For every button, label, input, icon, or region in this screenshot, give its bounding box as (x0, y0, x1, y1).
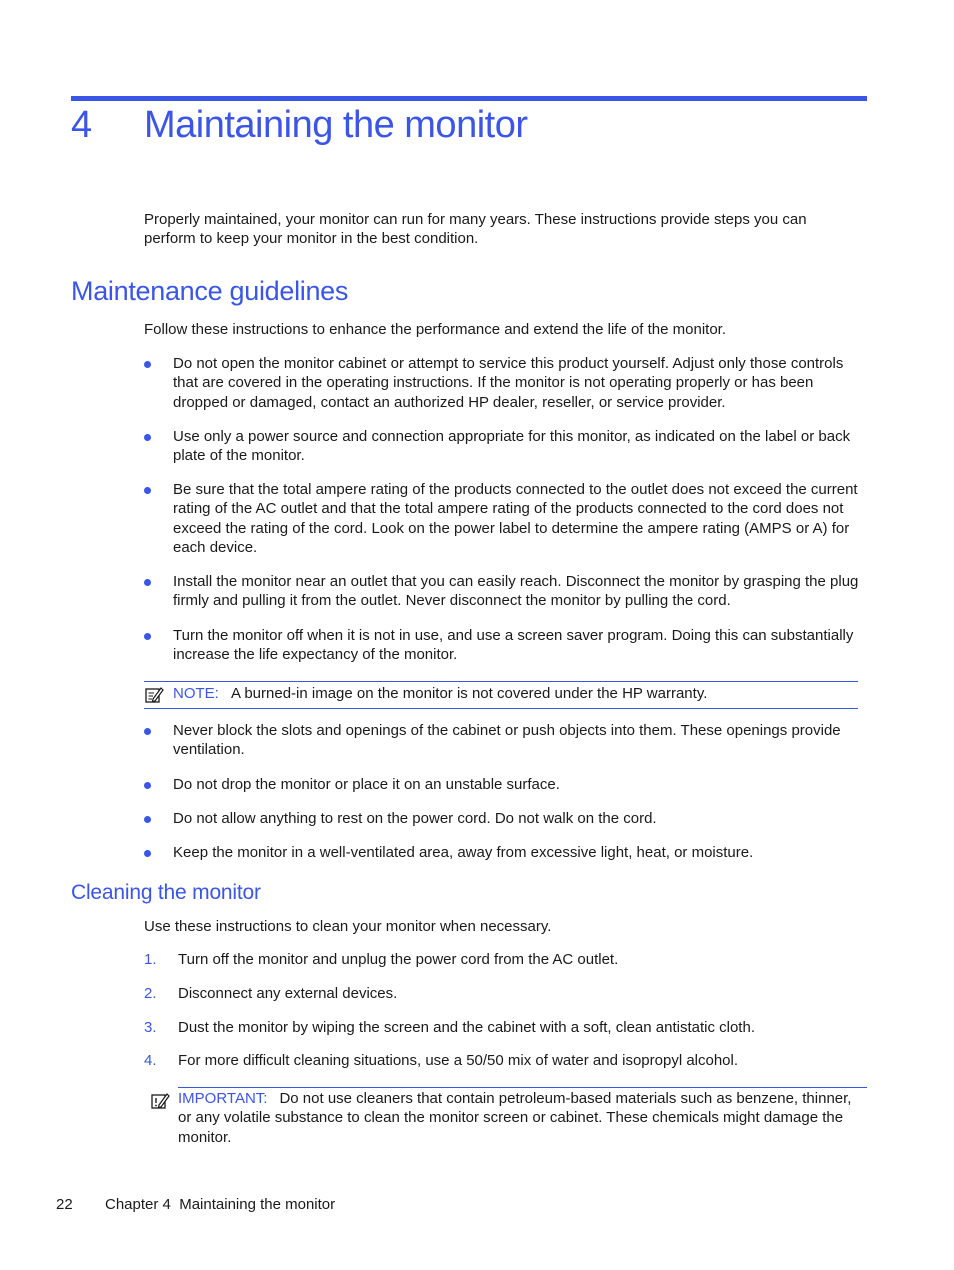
chapter-title: Maintaining the monitor (144, 104, 528, 146)
bullet-icon (144, 782, 151, 789)
list-item-text: Be sure that the total ampere rating of the products connected to the outlet does not exceed the current rating of the AC outlet and that the total ampere rating of the products connected to the cord does not exceed the rating of the cord. Look on the power label to determine the ampere rating (AMPS or A) for each device. (173, 481, 858, 556)
note-label: NOTE: (173, 685, 219, 702)
important-text: Do not use cleaners that contain petroleum-based materials such as benzene, thinner, or any volatile substance to clean the monitor screen or cabinet. These chemicals might damage the monitor. (178, 1090, 852, 1146)
bullet-icon (144, 487, 151, 494)
subsection-lead: Use these instructions to clean your monitor when necessary. (144, 918, 552, 935)
list-item-text: Keep the monitor in a well-ventilated area, away from excessive light, heat, or moisture. (173, 844, 754, 861)
step-text: Disconnect any external devices. (178, 985, 398, 1002)
important-icon (150, 1091, 170, 1111)
section-lead: Follow these instructions to enhance the performance and extend the life of the monitor. (144, 321, 727, 338)
chapter-number: 4 (71, 104, 92, 146)
bullet-icon (144, 728, 151, 735)
important-body (178, 1089, 867, 1147)
step-number: 3. (144, 1019, 157, 1036)
list-item-text: Install the monitor near an outlet that you can easily reach. Disconnect the monitor by grasping the plug firmly and pulling it from the outlet. Never disconnect the monitor by pulling the cord. (173, 573, 859, 610)
bullet-icon (144, 579, 151, 586)
bullet-icon (144, 434, 151, 441)
important-label: IMPORTANT: (178, 1090, 268, 1107)
footer-chapter: Chapter 4 Maintaining the monitor (105, 1196, 336, 1213)
list-item-text: Do not allow anything to rest on the power cord. Do not walk on the cord. (173, 810, 657, 827)
list-item-text: Do not drop the monitor or place it on an unstable surface. (173, 776, 560, 793)
section-title: Maintenance guidelines (71, 276, 349, 306)
list-item-text: Turn the monitor off when it is not in use, and use a screen saver program. Doing this can substantially increase the life expectancy of the monitor. (173, 627, 854, 664)
note-callout (144, 681, 858, 709)
step-text: For more difficult cleaning situations, use a 50/50 mix of water and isopropyl alcohol. (178, 1052, 739, 1069)
bullet-icon (144, 850, 151, 857)
bullet-icon (144, 633, 151, 640)
list-item-text: Never block the slots and openings of the cabinet or push objects into them. These openings provide ventilation. (173, 722, 841, 759)
step-text: Dust the monitor by wiping the screen and the cabinet with a soft, clean antistatic cloth. (178, 1019, 755, 1036)
bullet-icon (144, 361, 151, 368)
step-text: Turn off the monitor and unplug the power cord from the AC outlet. (178, 951, 619, 968)
intro-paragraph: Properly maintained, your monitor can run for many years. These instructions provide steps you can perform to keep your monitor in the best condition. (144, 211, 807, 248)
page-number: 22 (56, 1196, 73, 1213)
step-number: 4. (144, 1052, 157, 1069)
note-text: A burned-in image on the monitor is not covered under the HP warranty. (231, 685, 708, 702)
list-item-text: Do not open the monitor cabinet or attempt to service this product yourself. Adjust only those controls that are covered in the operating instructions. If the monitor is not operating properly or has been dropped or damaged, contact an authorized HP dealer, reseller, or service provider. (173, 355, 844, 411)
step-number: 2. (144, 985, 157, 1002)
step-number: 1. (144, 951, 157, 968)
subsection-title: Cleaning the monitor (71, 881, 261, 904)
list-item-text: Use only a power source and connection appropriate for this monitor, as indicated on the label or back plate of the monitor. (173, 428, 851, 465)
important-rule (178, 1087, 867, 1088)
chapter-rule (71, 96, 867, 101)
note-icon (144, 685, 164, 705)
bullet-icon (144, 816, 151, 823)
